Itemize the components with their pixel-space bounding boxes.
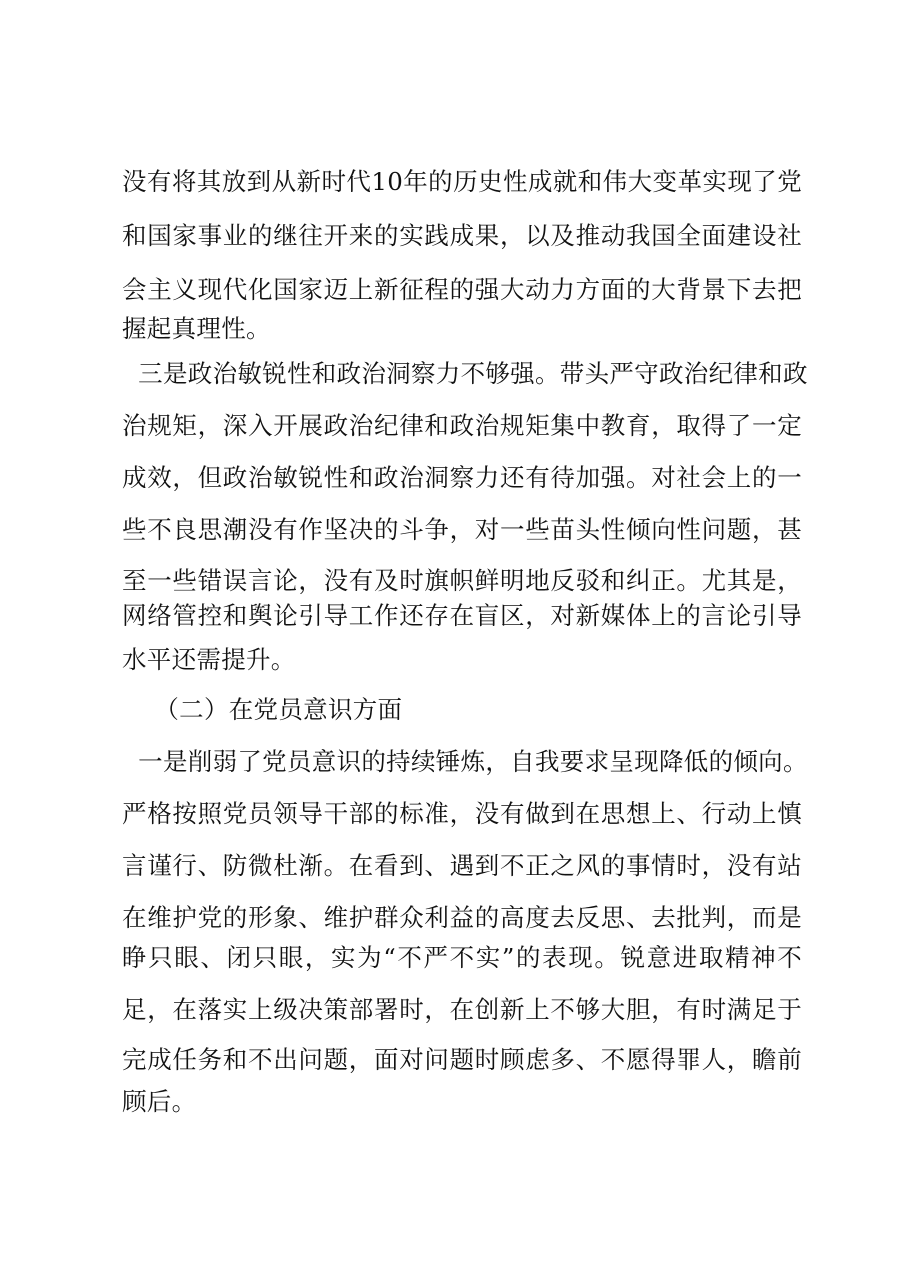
text-line: 握起真理性。 (122, 314, 271, 343)
text-line: 会主义现代化国家迈上新征程的强大动力方面的大背景下去把 (122, 275, 802, 304)
text-line: 成效，但政治敏锐性和政治洞察力还有待加强。对社会上的一 (122, 463, 802, 492)
text-line: 足，在落实上级决策部署时，在创新上不够大胆，有时满足于 (122, 995, 802, 1024)
text-line: 睁只眼、闭只眼，实为“不严不实”的表现。锐意进取精神不 (122, 943, 802, 972)
text-line: 言谨行、防微杜渐。在看到、遇到不正之风的事情时，没有站 (122, 851, 802, 880)
text-line: 网络管控和舆论引导工作还存在盲区，对新媒体上的言论引导 (122, 601, 802, 630)
text-line: 治规矩，深入开展政治纪律和政治规矩集中教育，取得了一定 (122, 411, 802, 440)
paragraph-heading-line: 三是政治敏锐性和政治洞察力不够强。带头严守政治纪律和政 (122, 359, 808, 388)
text-line: 至一些错误言论，没有及时旗帜鲜明地反驳和纠正。尤其是， (122, 566, 802, 595)
text-line: 和国家事业的继往开来的实践成果，以及推动我国全面建设社 (122, 221, 802, 250)
text-line: 严格按照党员领导干部的标准，没有做到在思想上、行动上慎 (122, 799, 802, 828)
text-line: 没有将其放到从新时代10年的历史性成就和伟大变革实现了党 (122, 167, 802, 196)
text-line: 水平还需提升。 (122, 645, 296, 674)
paragraph-heading-line: 一是削弱了党员意识的持续锤炼，自我要求呈现降低的倾向。 (122, 747, 808, 776)
section-heading: （二）在党员意识方面 (122, 695, 403, 724)
text-line: 些不良思潮没有作坚决的斗争，对一些苗头性倾向性问题，甚 (122, 515, 802, 544)
text-line: 完成任务和不出问题，面对问题时顾虑多、不愿得罪人，瞻前 (122, 1045, 802, 1074)
text-line: 在维护党的形象、维护群众利益的高度去反思、去批判，而是 (122, 903, 802, 932)
text-line: 顾后。 (122, 1087, 197, 1116)
